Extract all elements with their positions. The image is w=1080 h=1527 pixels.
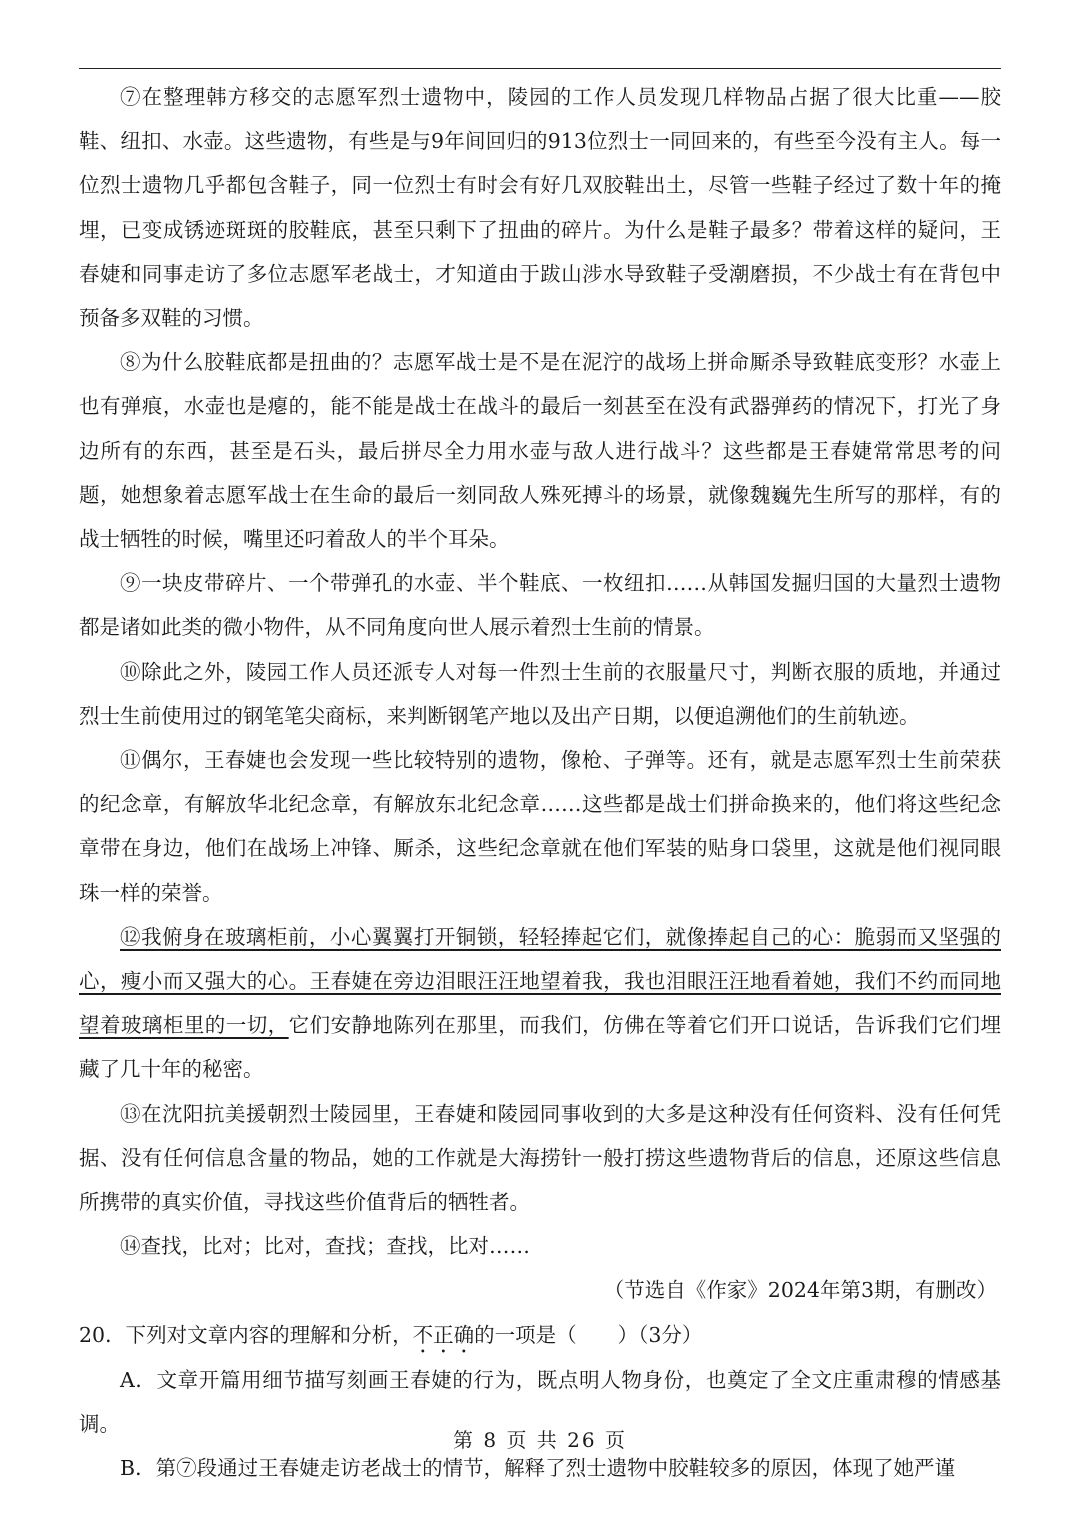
paragraph-12 (79, 915, 1001, 1092)
paragraph-8: ⑧为什么胶鞋底都是扭曲的？志愿军战士是不是在泥泞的战场上拼命厮杀导致鞋底变形？水壶上也有弹痕，水壶也是瘪的，能不能是战士在战斗的最后一刻甚至在没有武器弹药的情况下，打光了身边所有的东西，甚至是石头，最后拼尽全力用水壶与敌人进行战斗？这些都是王春婕常常思考的问题，她想象着志愿军战士在生命的最后一刻同敌人殊死搏斗的场景，就像魏巍先生所写的那样，有的战士牺牲的时候，嘴里还叼着敌人的半个耳朵。 (79, 350, 1001, 552)
question-suffix: 的一项是（ ）（3分） (474, 1322, 703, 1347)
paragraph-12-rest: 它们安静地陈列在那里，而我们，仿佛在等着它们开口说话，告诉我们它们埋藏了几十年的秘密。 (79, 1013, 1002, 1082)
header-rule (79, 68, 1001, 69)
option-a: A．文章开篇用细节描写刻画王春婕的行为，既点明人物身份，也奠定了全文庄重肃穆的情感基调。 (79, 1367, 1001, 1436)
question-emphasis: 不正确 (412, 1322, 475, 1347)
paragraph-11: ⑪偶尔，王春婕也会发现一些比较特别的遗物，像枪、子弹等。还有，就是志愿军烈士生前荣获的纪念章，有解放华北纪念章，有解放东北纪念章……这些都是战士们拼命换来的，他们将这些纪念章带在身边，他们在战场上冲锋、厮杀，这些纪念章就在他们军装的贴身口袋里，这就是他们视同眼珠一样的荣誉。 (79, 748, 1001, 905)
paragraph-9: ⑨一块皮带碎片、一个带弹孔的水壶、半个鞋底、一枚纽扣……从韩国发掘归国的大量烈士遗物都是诸如此类的微小物件，从不同角度向世人展示着烈士生前的情景。 (79, 571, 1001, 640)
source-citation: （节选自《作家》2024年第3期，有删改） (603, 1278, 997, 1303)
option-b: B．第⑦段通过王春婕走访老战士的情节，解释了烈士遗物中胶鞋较多的原因，体现了她严谨 (120, 1456, 956, 1481)
paragraph-10: ⑩除此之外，陵园工作人员还派专人对每一件烈士生前的衣服量尺寸，判断衣服的质地，并通过烈士生前使用过的钢笔笔尖商标，来判断钢笔产地以及出产日期，以便追溯他们的生前轨迹。 (79, 659, 1001, 728)
paragraph-14: ⑭查找，比对；比对，查找；查找，比对…… (120, 1234, 530, 1259)
question-20 (79, 1313, 1001, 1358)
underlined-sentence: ⑫我俯身在玻璃柜前，小心翼翼打开铜锁，轻轻捧起它们，就像捧起自己的心：脆弱而又坚强的心，瘦小而又强大的心。王春婕在旁边泪眼汪汪地望着我，我也泪眼汪汪地看着她，我们不约而同地望着玻璃柜里的一切， (79, 924, 1001, 1038)
page-number: 第 8 页 共 26 页 (453, 1428, 627, 1452)
question-prefix: 20．下列对文章内容的理解和分析， (79, 1322, 413, 1347)
paragraph-7: ⑦在整理韩方移交的志愿军烈士遗物中，陵园的工作人员发现几样物品占据了很大比重——胶鞋、纽扣、水壶。这些遗物，有些是与9年间回归的913位烈士一同回来的，有些至今没有主人。每一位烈士遗物几乎都包含鞋子，同一位烈士有时会有好几双胶鞋出土，尽管一些鞋子经过了数十年的掩埋，已变成锈迹斑斑的胶鞋底，甚至只剩下了扭曲的碎片。为什么是鞋子最多？带着这样的疑问，王春婕和同事走访了多位志愿军老战士，才知道由于跋山涉水导致鞋子受潮磨损，不少战士有在背包中预备多双鞋的习惯。 (79, 85, 1001, 331)
article-body (79, 75, 1001, 1490)
paragraph-13: ⑬在沈阳抗美援朝烈士陵园里，王春婕和陵园同事收到的大多是这种没有任何资料、没有任何凭据、没有任何信息含量的物品，她的工作就是大海捞针一般打捞这些遗物背后的信息，还原这些信息所携带的真实价值，寻找这些价值背后的牺牲者。 (79, 1101, 1001, 1215)
